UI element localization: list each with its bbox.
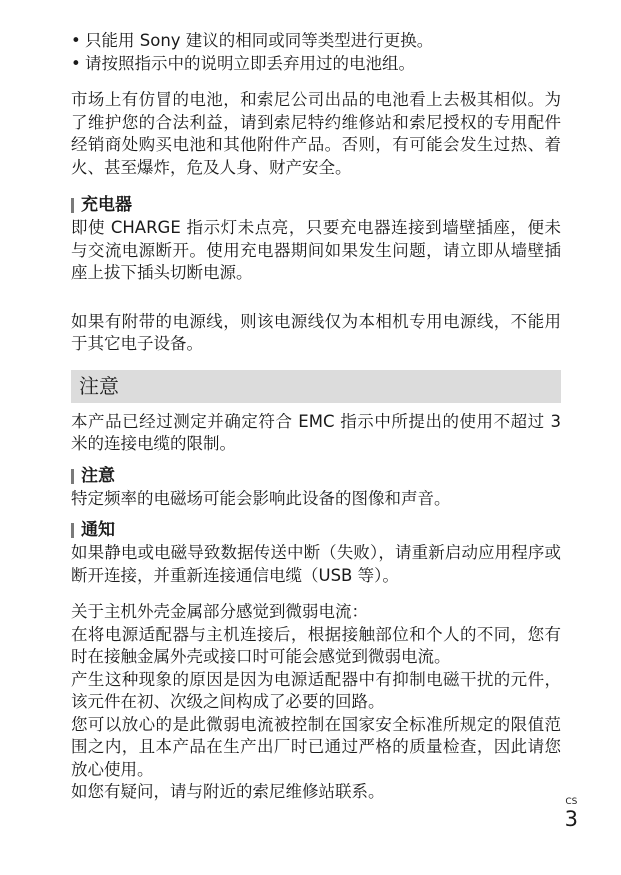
- leakage-line: 在将电源适配器与主机连接后，根据接触部位和个人的不同，您有时在接触金属外壳或接口时可能会感觉到微弱电流。: [71, 624, 561, 666]
- language-code: CS: [565, 797, 578, 807]
- charger-paragraph-1: 即使 CHARGE 指示灯未点亮，只要充电器连接到墙壁插座，便未与交流电源断开。使用充电器期间如果发生问题，请立即从墙壁插座上拔下插头切断电源。: [71, 218, 561, 282]
- battery-warning-paragraph: 市场上有仿冒的电池，和索尼公司出品的电池看上去极其相似。为了维护您的合法利益，请到索尼特约维修站和索尼授权的专用配件经销商处购买电池和其他附件产品。否则，有可能会发生过热、着火、甚至爆炸，危及人身、财产安全。: [71, 90, 561, 177]
- page-number: 3: [564, 807, 578, 831]
- attention-paragraph: 特定频率的电磁场可能会影响此设备的图像和声音。: [71, 488, 451, 508]
- bullet-list: [71, 30, 561, 75]
- attention-heading: 注意: [71, 464, 561, 488]
- leakage-line: 产生这种现象的原因是因为电源适配器中有抑制电磁干扰的元件，该元件在初、次级之间构成了必要的回路。: [71, 669, 561, 711]
- leakage-line: 您可以放心的是此微弱电流被控制在国家安全标准所规定的限值范围之内，且本产品在生产出厂时已通过严格的质量检查，因此请您放心使用。: [71, 714, 561, 779]
- notification-paragraph: 如果静电或电磁导致数据传送中断（失败），请重新启动应用程序或断开连接，并重新连接通信电缆（USB 等）。: [71, 543, 561, 585]
- page-footer: [565, 797, 578, 831]
- notice-section-heading: 注意: [71, 370, 561, 403]
- emc-paragraph: 本产品已经过测定并确定符合 EMC 指示中所提出的使用不超过 3 米的连接电缆的限制。: [71, 411, 561, 453]
- bullet-item: • 请按照指示中的说明立即丢弃用过的电池组。: [71, 53, 561, 76]
- notification-heading: 通知: [71, 518, 561, 542]
- document-page: [71, 30, 561, 804]
- charger-paragraph-2: 如果有附带的电源线，则该电源线仅为本相机专用电源线，不能用于其它电子设备。: [71, 311, 561, 353]
- leakage-line: 如您有疑问，请与附近的索尼维修站联系。: [71, 782, 385, 801]
- charger-heading: 充电器: [71, 193, 561, 217]
- leakage-title: 关于主机外壳金属部分感觉到微弱电流：: [71, 602, 368, 621]
- bullet-item: • 只能用 Sony 建议的相同或同等类型进行更换。: [71, 30, 561, 53]
